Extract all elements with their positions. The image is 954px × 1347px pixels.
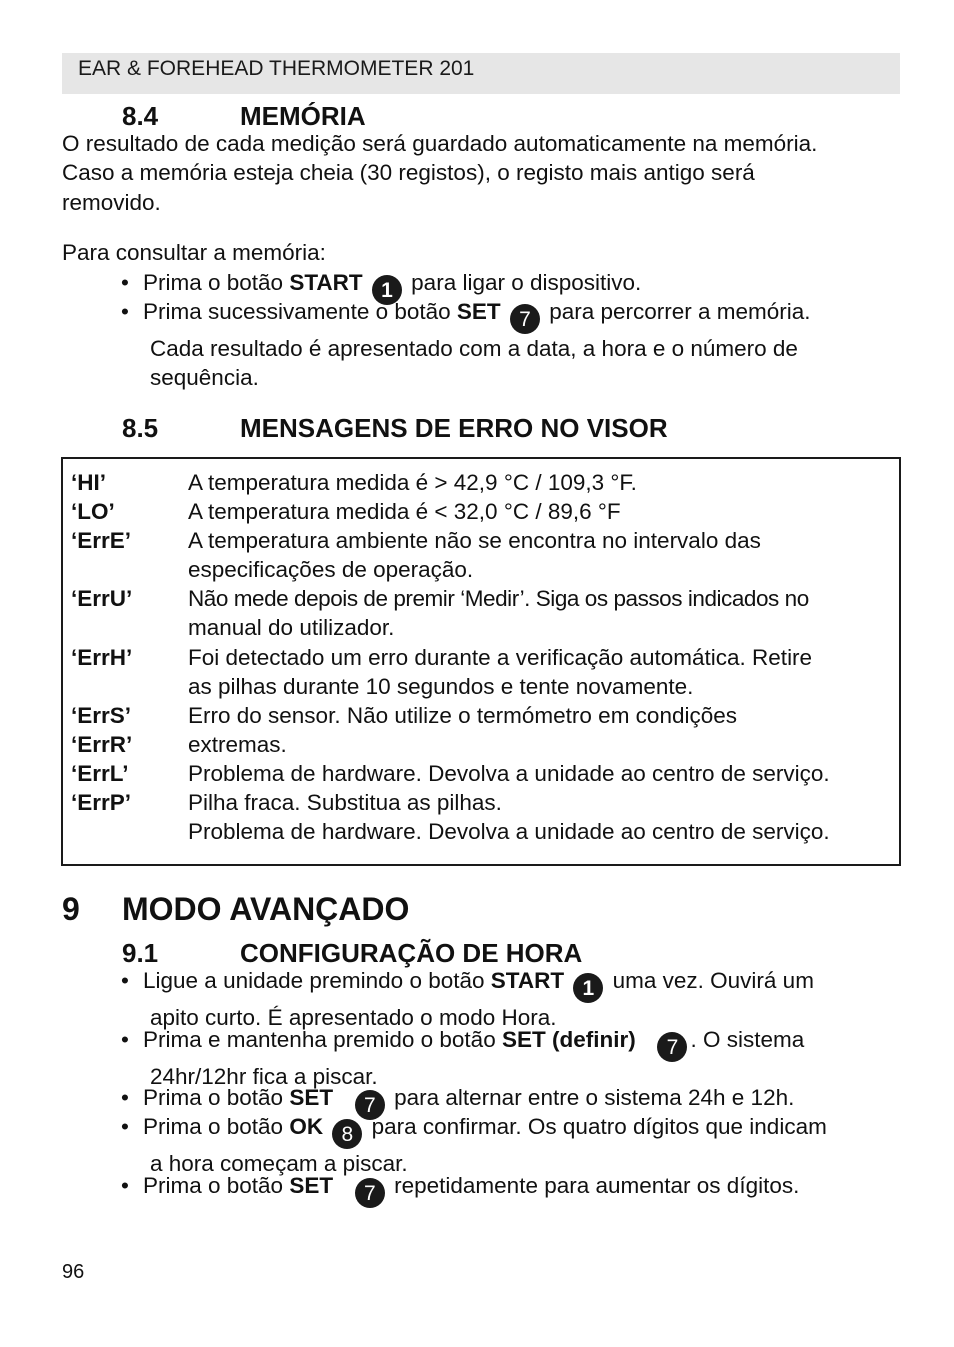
section-title: MENSAGENS DE ERRO NO VISOR xyxy=(240,413,668,443)
button-7-icon: 7 xyxy=(355,1178,385,1208)
consult-text: Para consultar a memória: xyxy=(62,240,326,265)
error-code: ‘ErrU’ xyxy=(71,586,133,611)
error-code: ‘ErrR’ xyxy=(71,732,133,757)
error-description: A temperatura medida é < 32,0 °C / 89,6 °F xyxy=(188,499,621,524)
bullet-text: Prima o botão xyxy=(143,1173,290,1198)
page-number: 96 xyxy=(62,1261,85,1283)
button-7-icon: 7 xyxy=(355,1090,385,1120)
bullet-continuation: a hora começam a piscar. xyxy=(150,1151,408,1176)
button-7-icon: 7 xyxy=(510,304,540,334)
bullet-text: uma vez. Ouvirá um xyxy=(606,968,814,993)
error-description: Foi detectado um erro durante a verificação automática. Retire xyxy=(188,645,813,670)
bullet-item xyxy=(121,1025,804,1091)
bullet-continuation: sequência. xyxy=(150,365,259,391)
button-name: START xyxy=(289,270,363,295)
bullet-dot: • xyxy=(121,1085,129,1110)
error-code: ‘HI’ xyxy=(71,470,107,495)
button-1-icon: 1 xyxy=(573,973,603,1003)
error-description: manual do utilizador. xyxy=(188,615,395,640)
bullet-text: para percorrer a memória. xyxy=(542,299,811,324)
bullet-text: para alternar entre o sistema 24h e 12h. xyxy=(387,1085,795,1110)
error-description: as pilhas durante 10 segundos e tente novamente. xyxy=(188,674,694,699)
button-name: SET xyxy=(289,1085,334,1110)
bullet-text: Prima sucessivamente o botão xyxy=(143,299,457,324)
error-description: extremas. xyxy=(188,732,287,757)
bullet-dot: • xyxy=(121,1114,129,1139)
bullet-text: para confirmar. Os quatro dígitos que indicam xyxy=(365,1114,827,1139)
button-name: OK xyxy=(289,1114,324,1139)
error-code: ‘ErrS’ xyxy=(71,703,132,728)
bullet-dot: • xyxy=(121,299,129,324)
section-number: 8.5 xyxy=(122,413,159,443)
error-messages-table xyxy=(61,457,901,866)
error-description: Problema de hardware. Devolva a unidade ao centro de serviço. xyxy=(188,819,830,844)
paragraph-line: O resultado de cada medição será guardado automaticamente na memória. xyxy=(62,131,818,156)
chapter-title: MODO AVANÇADO xyxy=(122,891,410,927)
header-title: EAR & FOREHEAD THERMOMETER 201 xyxy=(78,57,475,80)
header-bar xyxy=(62,53,900,94)
bullet-text: repetidamente para aumentar os dígitos. xyxy=(387,1173,800,1198)
bullet-text: Prima o botão xyxy=(143,1114,290,1139)
bullet-item xyxy=(121,1112,827,1178)
error-description: especificações de operação. xyxy=(188,557,474,582)
bullet-text: Prima o botão xyxy=(143,270,290,295)
button-name: START xyxy=(490,968,565,993)
section-title: MEMÓRIA xyxy=(240,101,366,131)
error-code: ‘ErrL’ xyxy=(71,761,129,786)
button-8-icon: 8 xyxy=(332,1119,362,1149)
error-description: Problema de hardware. Devolva a unidade ao centro de serviço. xyxy=(188,761,830,786)
consult-intro xyxy=(62,238,326,267)
bullet-text: Ligue a unidade premindo o botão xyxy=(143,968,491,993)
bullet-dot: • xyxy=(121,968,129,993)
section-title: CONFIGURAÇÃO DE HORA xyxy=(240,938,583,968)
error-code: ‘ErrP’ xyxy=(71,790,132,815)
bullet-dot: • xyxy=(121,270,129,295)
section-number: 9.1 xyxy=(122,938,159,968)
error-code: ‘ErrE’ xyxy=(71,528,132,553)
error-code: ‘ErrH’ xyxy=(71,645,133,670)
error-description: Pilha fraca. Substitua as pilhas. xyxy=(188,790,502,815)
error-description: Erro do sensor. Não utilize o termómetro em condições xyxy=(188,703,737,728)
bullet-item xyxy=(121,1171,799,1208)
section-number: 8.4 xyxy=(122,101,159,131)
bullet-item xyxy=(121,297,811,393)
bullet-continuation: apito curto. É apresentado o modo Hora. xyxy=(150,1005,557,1030)
bullet-item xyxy=(121,966,814,1032)
button-1-icon: 1 xyxy=(372,275,402,305)
bullet-text: . O sistema xyxy=(690,1027,805,1052)
bullet-text: Prima e mantenha premido o botão xyxy=(143,1027,502,1052)
bullet-text: para ligar o dispositivo. xyxy=(404,270,642,295)
error-description: A temperatura medida é > 42,9 °C / 109,3 °F. xyxy=(188,470,637,495)
error-description: A temperatura ambiente não se encontra no intervalo das xyxy=(188,528,761,553)
error-description: Não mede depois de premir ‘Medir’. Siga os passos indicados no xyxy=(188,586,809,611)
button-name: SET xyxy=(456,299,501,324)
error-code: ‘LO’ xyxy=(71,499,115,524)
bullet-text: Prima o botão xyxy=(143,1085,290,1110)
bullet-dot: • xyxy=(121,1027,129,1052)
button-name: SET xyxy=(289,1173,334,1198)
paragraph-line: removido. xyxy=(62,189,161,215)
paragraph-line: Caso a memória esteja cheia (30 registos), o registo mais antigo será xyxy=(62,160,755,186)
memory-paragraph xyxy=(62,129,817,217)
chapter-number: 9 xyxy=(62,891,80,927)
button-7-icon: 7 xyxy=(657,1032,687,1062)
bullet-continuation: Cada resultado é apresentado com a data, a hora e o número de xyxy=(150,336,798,361)
button-name: SET (definir) xyxy=(501,1027,636,1052)
bullet-dot: • xyxy=(121,1173,129,1198)
bullet-continuation: 24hr/12hr fica a piscar. xyxy=(150,1064,378,1089)
